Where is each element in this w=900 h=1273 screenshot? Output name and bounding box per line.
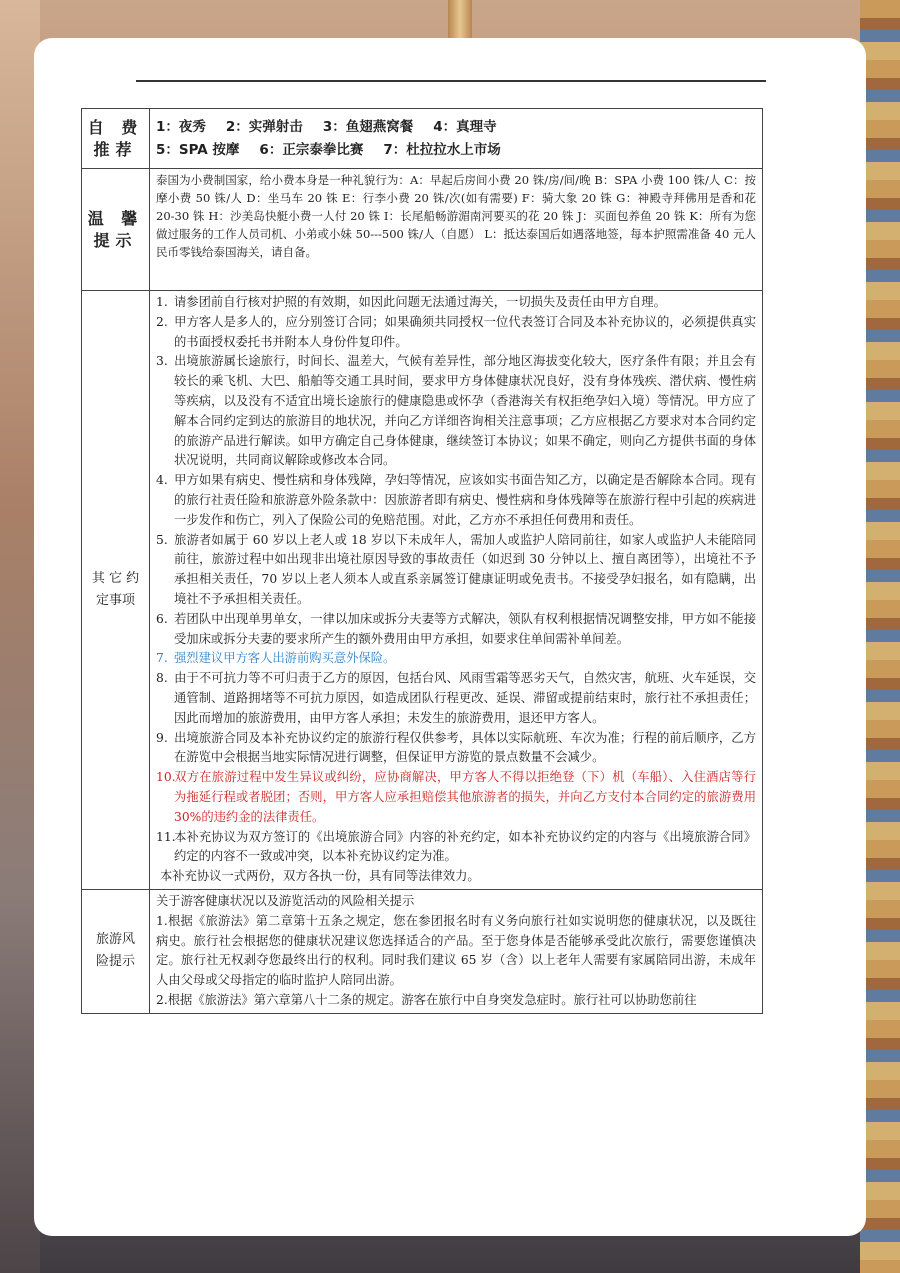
tips-text: 泰国为小费制国家，给小费本身是一种礼貌行为：A：早起后房间小费 20 铢/房/间/晚 B：SPA 小费 100 铢/人 C：按摩小费 50 铢/人 D：坐马车 20 铢 E：行李小费 20 铢/次(如有需要) F：骑大象 20 铢 G：神殿寺拜佛用是香和花 20-30 铢 H：沙美岛快艇小费一人付 20 铢 I：长尾船畅游湄南河要买的花 20 铢 J：买面包养鱼 20 铢 K：所有为您做过服务的工作人员司机、小弟或小妹 50---500 铢/人（自愿） L：抵达泰国后如遇落地签，每本护照需准备 40 元人民币零钱给泰国海关，请自备。 xyxy=(156,173,756,259)
self-pay-header xyxy=(82,109,150,169)
self-pay-item: 3：鱼翅燕窝餐 xyxy=(322,119,414,135)
list-item: 4. 甲方如果有病史、慢性病和身体残障，孕妇等情况，应该如实书面告知乙方，以确定是否解除本合同。现有的旅行社责任险和旅游意外险条款中：因旅游者即有病史、慢性病和身体残障等在旅游行程中引起的疾病进一步发作和伤亡，列入了保险公司的免赔范围。对此，乙方亦不承担任何费用和责任。 xyxy=(156,473,756,527)
tips-content xyxy=(150,169,763,291)
tips-row xyxy=(82,169,763,291)
other-row xyxy=(82,291,763,890)
list-item-dispute: 10.双方在旅游过程中发生异议或纠纷，应协商解决，甲方客人不得以拒绝登（下）机（车船）、入住酒店等行为拖延行程或者脱团；否则，甲方客人应承担赔偿其他旅游者的损失，并向乙方支付本合同约定的旅游费用 30%的违约金的法律责任。 xyxy=(156,770,756,824)
list-item: 11.本补充协议为双方签订的《出境旅游合同》内容的补充约定，如本补充协议约定的内容与《出境旅游合同》约定的内容不一致或冲突，以本补充协议约定为准。 xyxy=(156,829,756,864)
risk-paragraph-2: 2.根据《旅游法》第六章第八十二条的规定。游客在旅行中自身突发急症时。旅行社可以协助您前往 xyxy=(156,992,697,1007)
risk-label-2: 险提示 xyxy=(95,954,135,970)
self-pay-label-1: 自 费 xyxy=(87,117,144,137)
self-pay-item: 7：杜拉拉水上市场 xyxy=(383,142,501,158)
list-item: 6. 若团队中出现单男单女，一律以加床或拆分夫妻等方式解决，领队有权利根据情况调整安排，甲方如不能接受加床或拆分夫妻的要求所产生的额外费用由甲方承担，如要求住单间需补单间差。 xyxy=(156,611,756,646)
list-item: 5. 旅游者如属于 60 岁以上老人或 18 岁以下未成年人，需加人或监护人陪同前往，如家人或监护人未能陪同前往，旅游过程中如出现非出境社原因导致的事故责任（如迟到 30 分钟以上、擅自离团等），出境社不予承担相关责任，70 岁以上老人须本人或直系亲属签订健康证明或免责书。不接受孕妇报名，如有隐瞒，出境社不予承担相关责任。 xyxy=(156,532,756,606)
self-pay-item: 5：SPA 按摩 xyxy=(156,142,240,158)
risk-row xyxy=(82,889,763,1013)
background-temple-strip xyxy=(860,0,900,1273)
list-item: 3. 出境旅游属长途旅行，时间长、温差大，气候有差异性，部分地区海拔变化较大，医疗条件有限；并且会有较长的乘飞机、大巴、船舶等交通工具时间，要求甲方身体健康状况良好，没有身体残疾、潜伏病、慢性病等疾病，以及没有不适宜出境长途旅行的健康隐患或怀孕（香港海关有权拒绝孕妇入境）等情况。甲方应了解本合同约定到达的旅游目的地状况，并向乙方详细咨询相关注意事项；乙方应根据乙方要求对本合同约定的旅游产品进行解读。如甲方确定自己身体健康，继续签订本协议；如果不确定，则向乙方提供书面的身体状况说明，共同商议解除或修改本合同。 xyxy=(156,354,756,468)
self-pay-item: 2：实弹射击 xyxy=(225,119,303,135)
risk-content xyxy=(150,889,763,1013)
list-item: 8. 由于不可抗力等不可归责于乙方的原因，包括台风、风雨雪霜等恶劣天气，自然灾害，航班、火车延误，交通管制、道路拥堵等不可抗力原因，如造成团队行程更改、延误、滞留或提前结束时，旅行社不承担责任；因此而增加的旅游费用，由甲方客人承担；未发生的旅游费用，退还甲方客人。 xyxy=(156,671,756,725)
risk-paragraph-1: 1.根据《旅游法》第二章第十五条之规定，您在参团报名时有义务向旅行社如实说明您的健康状况，以及既往病史。旅行社会根据您的健康状况建议您选择适合的产品。至于您身体是否能够承受此次旅行，需要您谨慎决定。旅行社无权剥夺您最终出行的权利。同时我们建议 65 岁（含）以上老年人需要有家属陪同出游，未成年人由父母或父母指定的临时监护人陪同出游。 xyxy=(156,913,756,988)
header-rule xyxy=(136,80,766,82)
tips-label-2: 提示 xyxy=(93,230,138,250)
list-item: 9. 出境旅游合同及本补充协议约定的旅游行程仅供参考，具体以实际航班、车次为准；行程的前后顺序，乙方在游览中会根据当地实际情况进行调整，但保证甲方游览的景点数量不会减少。 xyxy=(156,730,756,765)
risk-header xyxy=(82,889,150,1013)
self-pay-line-1 xyxy=(156,116,756,139)
closing-statement: 本补充协议一式两份，双方各执一份，具有同等法律效力。 xyxy=(160,869,480,884)
risk-label-1: 旅游风 xyxy=(95,932,135,948)
self-pay-row xyxy=(82,109,763,169)
tips-header xyxy=(82,169,150,291)
contract-table xyxy=(81,108,763,1014)
tips-label-1: 温 馨 xyxy=(87,208,144,228)
self-pay-item: 6：正宗泰拳比赛 xyxy=(259,142,364,158)
self-pay-line-2 xyxy=(156,139,756,162)
other-list xyxy=(156,293,756,867)
temple-spire xyxy=(448,0,472,42)
other-content xyxy=(150,291,763,890)
self-pay-label-2: 推荐 xyxy=(93,139,138,159)
self-pay-item: 1：夜秀 xyxy=(156,119,206,135)
list-item: 1. 请参团前自行核对护照的有效期，如因此问题无法通过海关，一切损失及责任由甲方自理。 xyxy=(156,295,666,309)
risk-intro: 关于游客健康状况以及游览活动的风险相关提示 xyxy=(156,893,415,908)
other-label-1: 其 它 约 xyxy=(91,570,140,586)
other-label-2: 定事项 xyxy=(95,592,135,608)
list-item: 2. 甲方客人是多人的，应分别签订合同；如果确须共同授权一位代表签订合同及本补充协议的，必须提供真实的书面授权委托书并附本人身份件复印件。 xyxy=(156,314,756,349)
self-pay-item: 4：真理寺 xyxy=(433,119,497,135)
self-pay-content xyxy=(150,109,763,169)
list-item-insurance: 7. 强烈建议甲方客人出游前购买意外保险。 xyxy=(156,651,396,666)
other-header xyxy=(82,291,150,890)
